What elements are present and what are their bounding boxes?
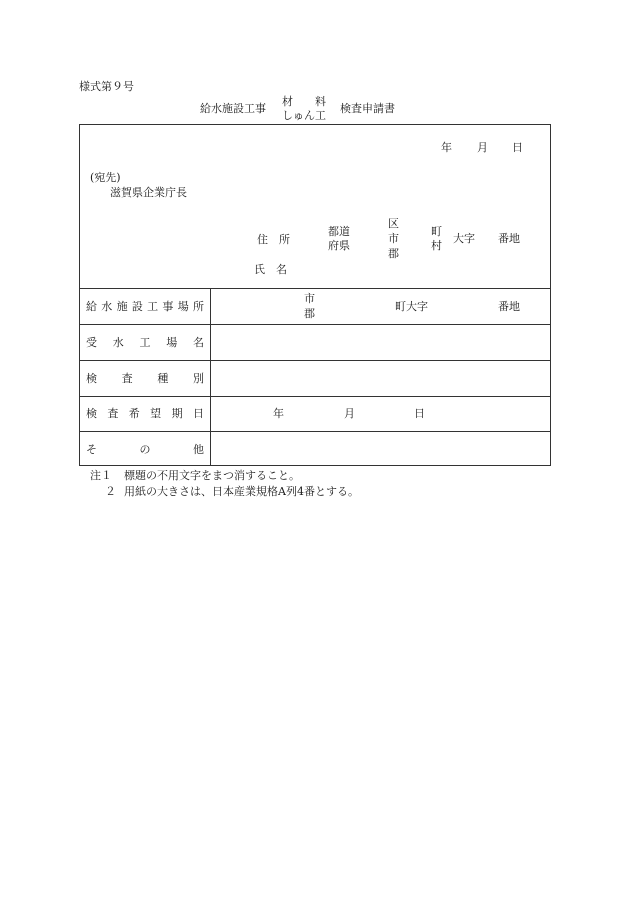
requested-month-label: 月: [344, 407, 355, 420]
row-divider: [79, 288, 551, 289]
addressee-label: (宛先): [90, 171, 121, 184]
address-label-char: 所: [279, 233, 290, 246]
addressee: 滋賀県企業庁長: [110, 186, 187, 199]
note-1-number: 注１: [90, 469, 112, 482]
row-divider: [79, 396, 551, 397]
row-divider: [79, 360, 551, 361]
name-label-char: 名: [276, 263, 287, 276]
date-month-label: 月: [477, 141, 488, 154]
prefecture-label: 都道: [328, 225, 350, 238]
village-label: 村: [431, 239, 442, 252]
row-label-inspection-type: 検 査 種 別: [86, 372, 204, 385]
row-label-other: そ の 他: [86, 443, 204, 456]
row-label-requested-date: 検 査 希 望 期 日: [86, 407, 204, 420]
name-label-char: 氏: [254, 263, 265, 276]
requested-year-label: 年: [273, 407, 284, 420]
form-number: 様式第９号: [79, 80, 134, 93]
town-label: 町: [431, 225, 442, 238]
title-suffix: 検査申請書: [340, 102, 395, 115]
city-label: 市: [304, 292, 315, 305]
date-day-label: 日: [512, 141, 523, 154]
title-alt-completion: しゅん工: [282, 109, 326, 122]
town-oaza-label: 町大字: [395, 300, 428, 313]
row-divider: [79, 324, 551, 325]
note-2-number: ２: [105, 485, 116, 498]
city-label: 市: [388, 232, 399, 245]
column-divider: [210, 288, 211, 466]
address-label-char: 住: [257, 233, 268, 246]
date-year-label: 年: [441, 141, 452, 154]
note-1-text: 標題の不用文字をまつ消すること。: [124, 469, 300, 482]
row-label-construction-site: 給 水 施 設 工 事 場 所: [86, 300, 204, 313]
ward-label: 区: [388, 217, 399, 230]
oaza-label: 大字: [453, 232, 475, 245]
title-prefix: 給水施設工事: [200, 102, 266, 115]
row-divider: [79, 431, 551, 432]
county-label: 郡: [304, 307, 315, 320]
requested-day-label: 日: [414, 407, 425, 420]
note-2-text: 用紙の大きさは、日本産業規格A列4番とする。: [124, 485, 359, 498]
prefecture-label: 府県: [328, 239, 350, 252]
county-label: 郡: [388, 247, 399, 260]
title-alt-material: 材 料: [282, 95, 326, 108]
row-label-receiving-plant: 受 水 工 場 名: [86, 336, 204, 349]
banchi-label: 番地: [498, 300, 520, 313]
banchi-label: 番地: [498, 232, 520, 245]
